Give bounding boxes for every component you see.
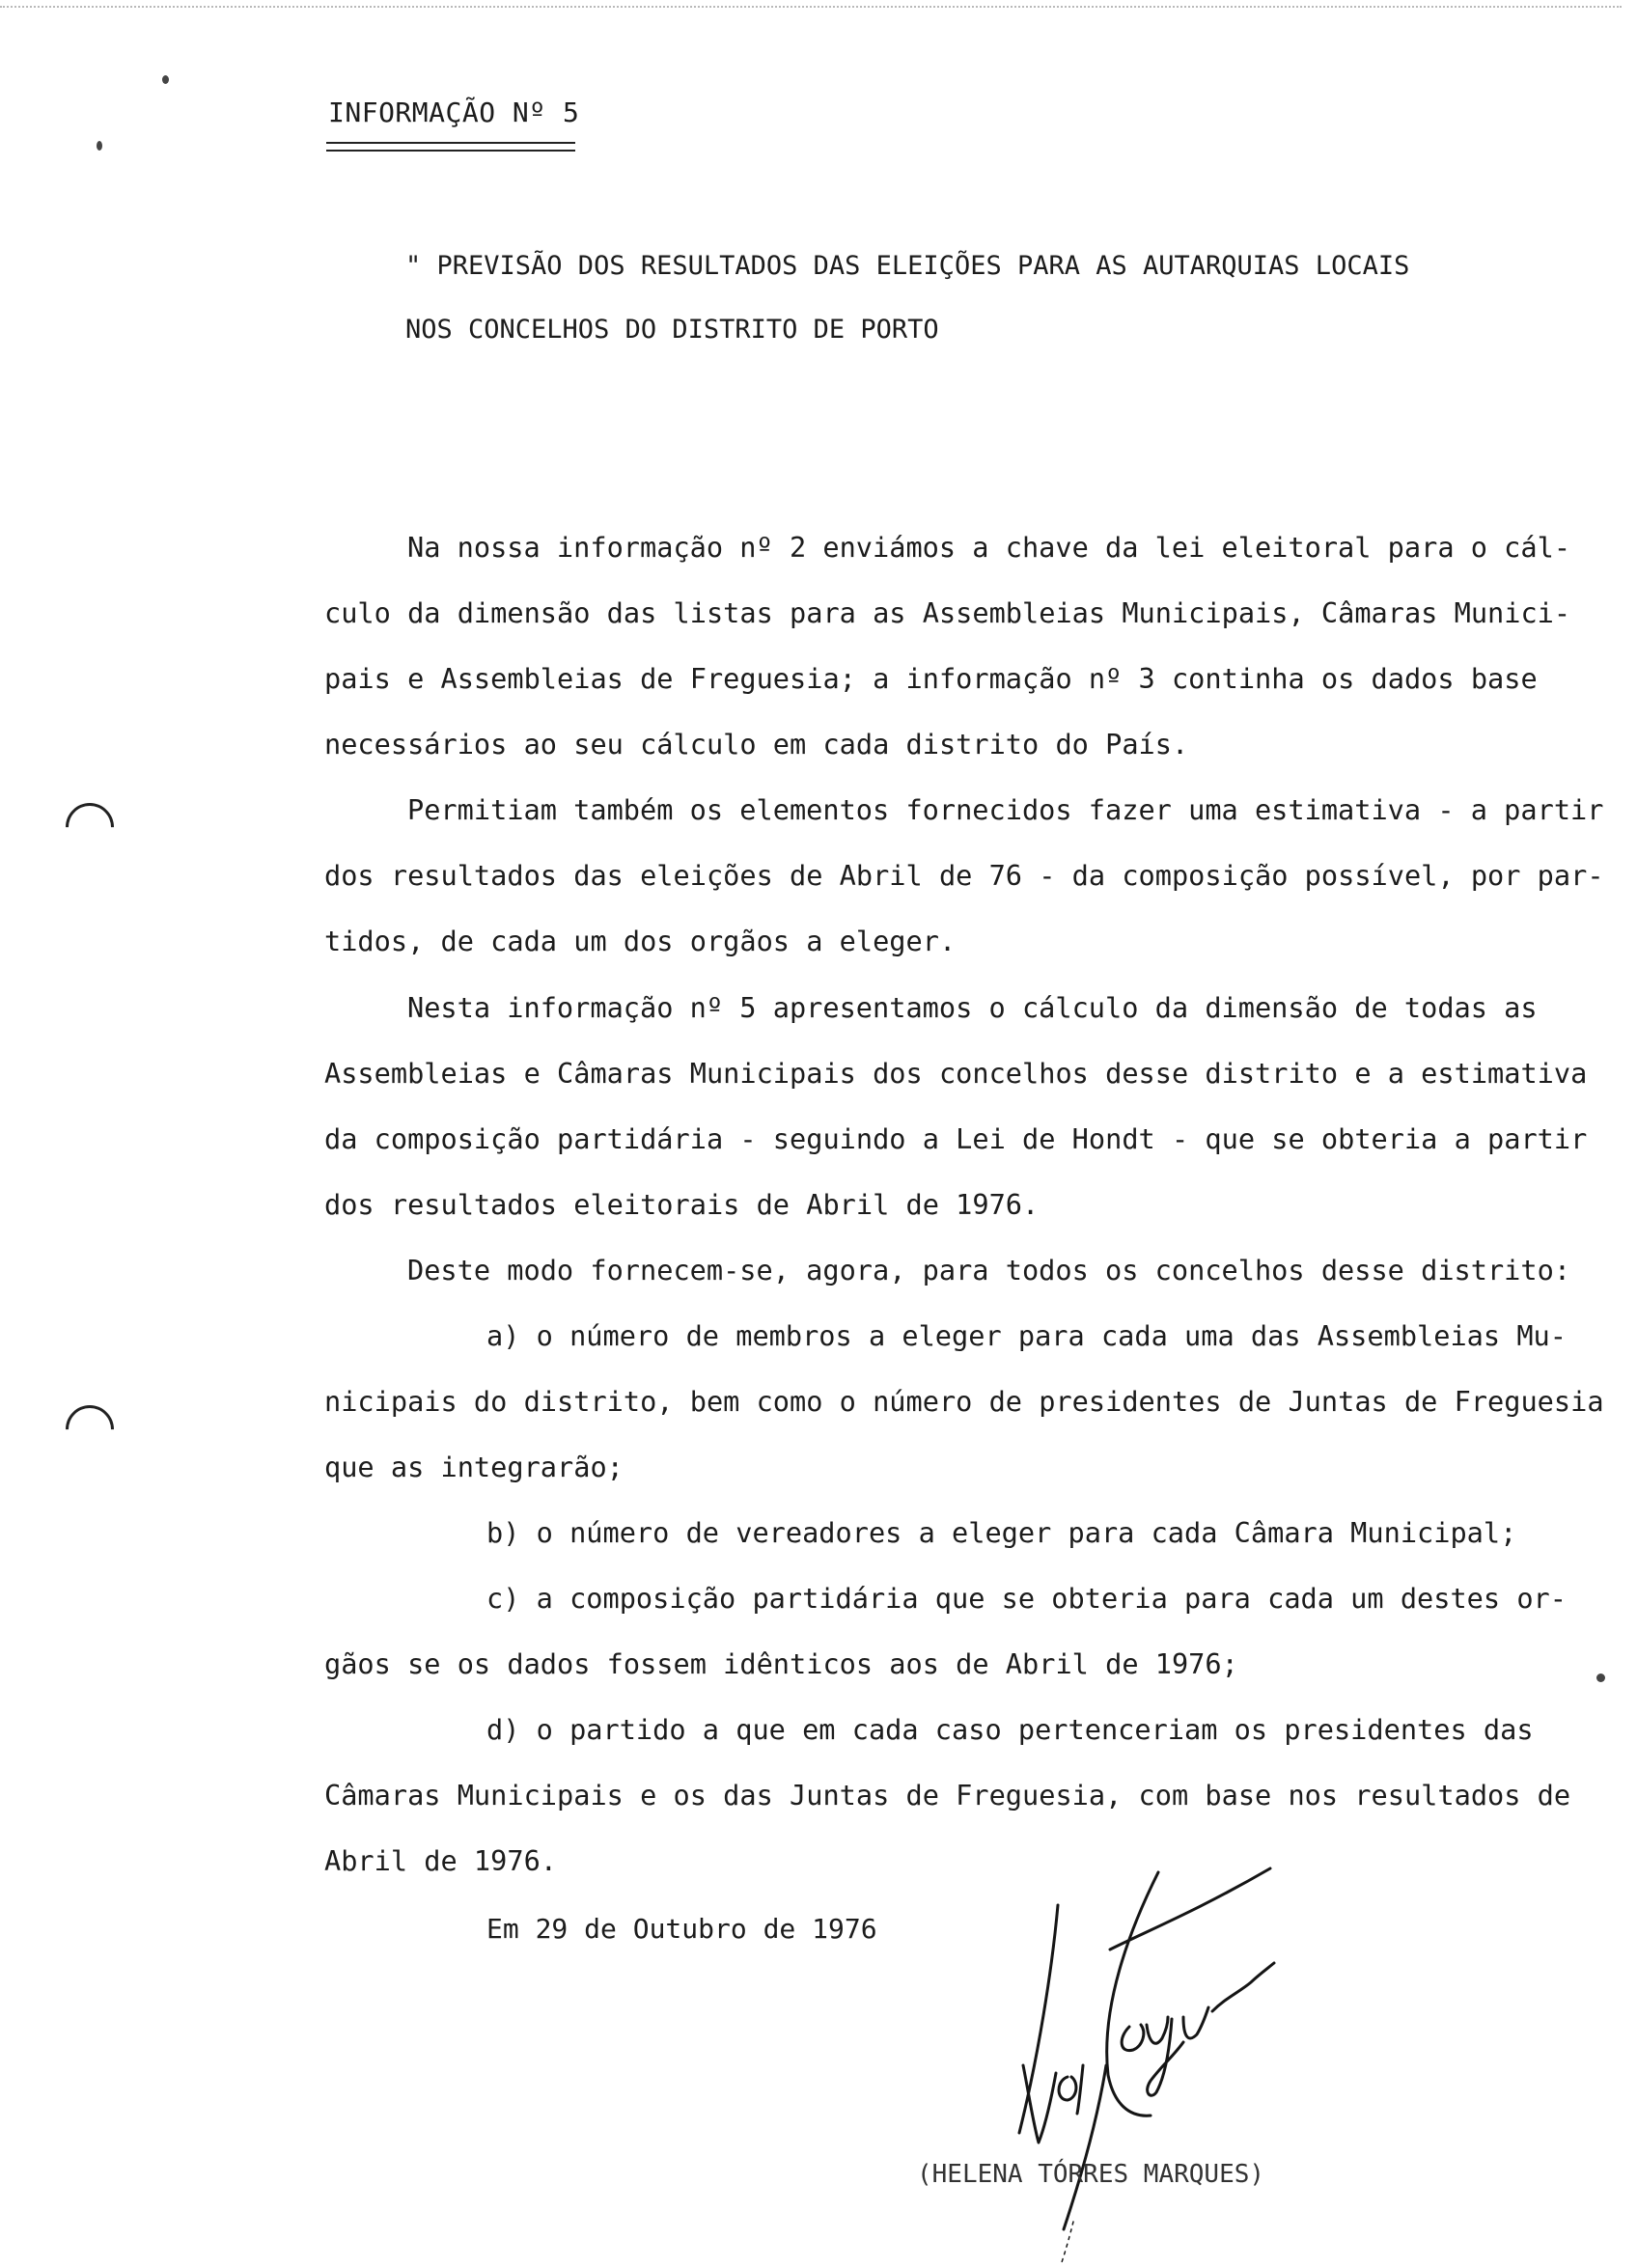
scan-top-edge <box>0 6 1622 8</box>
scan-speck <box>162 75 169 84</box>
paragraph-3-line: Nesta informação nº 5 apresentamos o cálculo da dimensão de todas as <box>407 991 1538 1024</box>
paragraph-2-line: dos resultados das eleições de Abril de 76 - da composição possível, por par- <box>324 859 1604 892</box>
heading-double-underline <box>326 142 575 152</box>
paragraph-1-line: Na nossa informação nº 2 enviámos a chave da lei eleitoral para o cál- <box>407 531 1571 564</box>
paragraph-3-line: dos resultados eleitorais de Abril de 1976. <box>324 1188 1040 1221</box>
paragraph-2-line: Permitiam também os elementos fornecidos fazer uma estimativa - a partir <box>407 793 1604 826</box>
list-item-c-line: c) a composição partidária que se obteria para cada um destes or- <box>486 1582 1567 1615</box>
document-title-line-1: " PREVISÃO DOS RESULTADOS DAS ELEIÇÕES PARA AS AUTARQUIAS LOCAIS <box>405 251 1410 281</box>
list-item-d-line: Abril de 1976. <box>324 1844 558 1877</box>
paragraph-4-line: Deste modo fornecem-se, agora, para todos os concelhos desse distrito: <box>407 1254 1571 1286</box>
paragraph-1-line: culo da dimensão das listas para as Assembleias Municipais, Câmaras Munici- <box>324 596 1571 629</box>
document-title-line-2: NOS CONCELHOS DO DISTRITO DE PORTO <box>405 315 939 345</box>
punch-hole-upper <box>56 793 125 862</box>
list-item-b-line: b) o número de vereadores a eleger para cada Câmara Municipal; <box>486 1516 1517 1549</box>
paragraph-1-line: necessários ao seu cálculo em cada distrito do País. <box>324 728 1189 761</box>
scan-speck <box>97 141 102 151</box>
scan-speck <box>1596 1673 1605 1682</box>
information-number-heading: INFORMAÇÃO Nº 5 <box>328 97 580 128</box>
list-item-c-line: gãos se os dados fossem idênticos aos de Abril de 1976; <box>324 1647 1238 1680</box>
paragraph-3-line: da composição partidária - seguindo a Lei de Hondt - que se obteria a partir <box>324 1122 1588 1155</box>
handwritten-signature <box>985 1863 1303 2268</box>
author-name: (HELENA TÓRRES MARQUES) <box>917 2160 1265 2189</box>
paragraph-3-line: Assembleias e Câmaras Municipais dos concelhos desse distrito e a estimativa <box>324 1057 1588 1090</box>
list-item-d-line: d) o partido a que em cada caso pertenceriam os presidentes das <box>486 1713 1534 1746</box>
list-item-d-line: Câmaras Municipais e os das Juntas de Freguesia, com base nos resultados de <box>324 1779 1571 1812</box>
document-date: Em 29 de Outubro de 1976 <box>486 1913 877 1945</box>
punch-hole-lower <box>56 1396 125 1464</box>
paragraph-1-line: pais e Assembleias de Freguesia; a informação nº 3 continha os dados base <box>324 662 1538 695</box>
list-item-a-line: nicipais do distrito, bem como o número de presidentes de Juntas de Freguesia <box>324 1385 1604 1418</box>
paragraph-2-line: tidos, de cada um dos orgãos a eleger. <box>324 925 957 957</box>
list-item-a-line: que as integrarão; <box>324 1451 624 1483</box>
list-item-a-line: a) o número de membros a eleger para cada uma das Assembleias Mu- <box>486 1319 1567 1352</box>
